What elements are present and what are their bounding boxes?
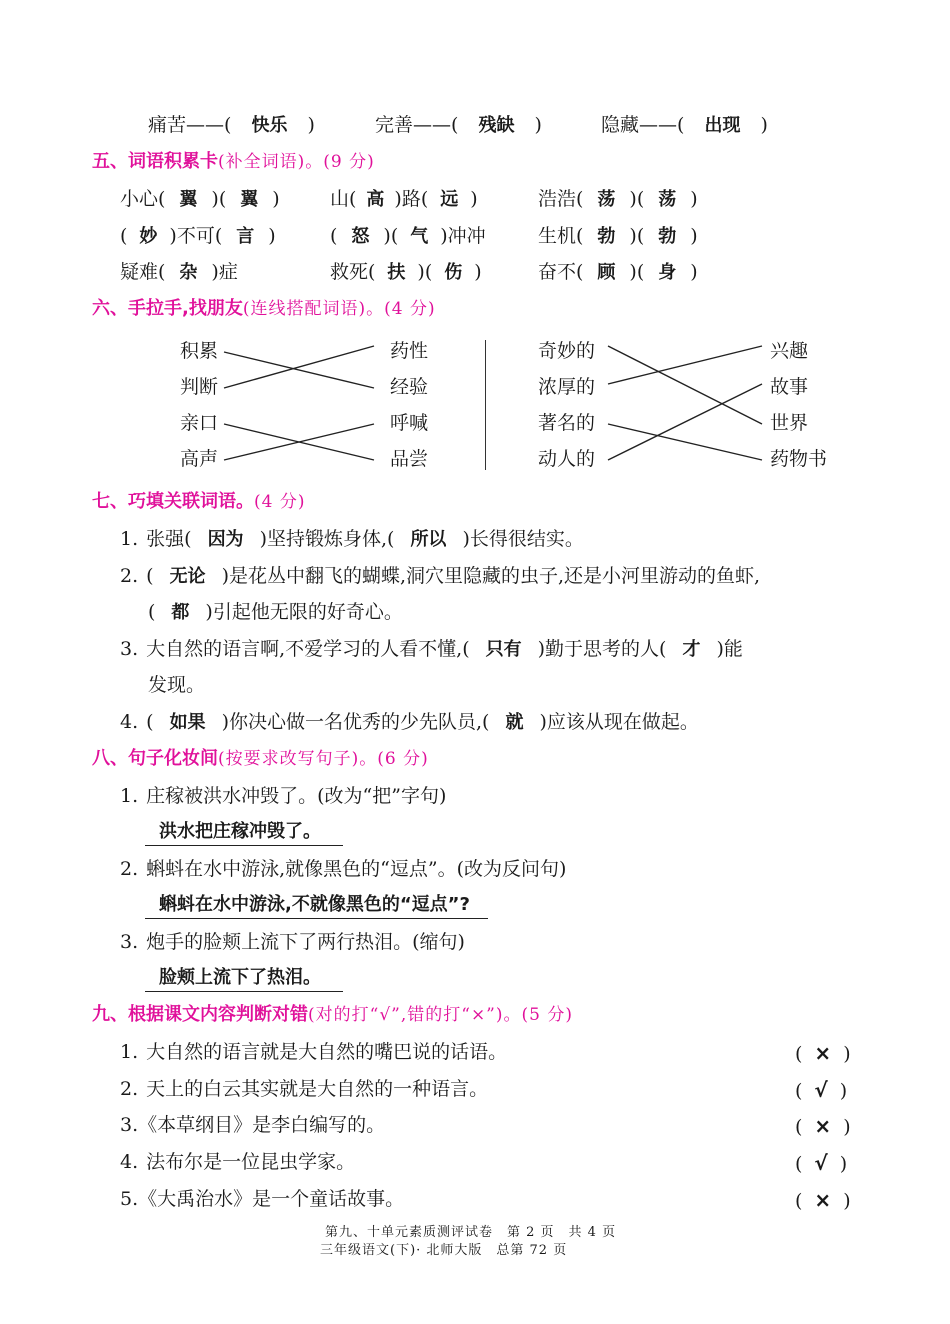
match-line — [608, 384, 762, 460]
idiom-1-2: 山( 高 )路( 远 ) — [330, 188, 478, 210]
rewrite-a1: 洪水把庄稼冲毁了。 — [145, 822, 343, 841]
antonym-answer: 残缺 — [478, 115, 515, 136]
rewrite-a2: 蝌蚪在水中游泳,不就像黑色的“逗点”? — [145, 895, 488, 914]
section-title: 六、手拉手,找朋友 — [92, 298, 243, 319]
judge-item-1: 1. 大自然的语言就是大自然的嘴巴说的话语。 — [120, 1041, 508, 1063]
rewrite-q1: 1. 庄稼被洪水冲毁了。(改为“把”字句) — [120, 785, 447, 807]
rewrite-a3: 脸颊上流下了热泪。 — [145, 968, 343, 987]
conj-q2: 2. ( 无论 )是花丛中翻飞的蝴蝶,洞穴里隐藏的虫子,还是小河里游动的鱼虾, — [120, 565, 761, 587]
match-left-b-4: 品尝 — [390, 448, 429, 470]
match-right-b-4: 药物书 — [770, 448, 828, 470]
judge-mark-2: ( √ ) — [795, 1078, 848, 1102]
match-left-b-3: 呼喊 — [390, 412, 429, 434]
judge-item-3: 3.《本草纲目》是李白编写的。 — [120, 1114, 386, 1136]
antonym-close: ) — [307, 114, 315, 136]
antonym-word: 隐藏——( — [601, 114, 685, 136]
match-left-b-1: 药性 — [390, 340, 429, 362]
match-left-a-2: 判断 — [180, 376, 219, 398]
match-right-a-1: 奇妙的 — [538, 340, 596, 362]
section-hint: (按要求改写句子)。(6 分) — [218, 749, 429, 769]
match-right-a-4: 动人的 — [538, 448, 596, 470]
antonym-word: 痛苦——( — [148, 114, 232, 136]
conj-q4: 4. ( 如果 )你决心做一名优秀的少先队员,( 就 )应该从现在做起。 — [120, 711, 699, 733]
match-right-a-2: 浓厚的 — [538, 376, 596, 398]
antonym-close: ) — [760, 114, 768, 136]
judge-mark-5: ( × ) — [795, 1188, 851, 1212]
section-hint: (对的打“√”,错的打“×”)。(5 分) — [308, 1005, 573, 1025]
section-9-heading — [92, 1006, 573, 1024]
idiom-3-1: 疑难( 杂 )症 — [120, 261, 238, 283]
idiom-1-1: 小心( 翼 )( 翼 ) — [120, 188, 280, 210]
match-right-b-3: 世界 — [770, 412, 809, 434]
match-left-a-3: 亲口 — [180, 412, 219, 434]
idiom-3-2: 救死( 扶 )( 伤 ) — [330, 261, 482, 283]
section-title: 八、句子化妆间 — [92, 748, 218, 769]
rewrite-q2: 2. 蝌蚪在水中游泳,就像黑色的“逗点”。(改为反问句) — [120, 858, 567, 880]
conj-q1: 1. 张强( 因为 )坚持锻炼身体,( 所以 )长得很结实。 — [120, 528, 584, 550]
section-7-heading — [92, 493, 305, 511]
match-left-b-2: 经验 — [390, 376, 429, 398]
match-right-a-3: 著名的 — [538, 412, 596, 434]
judge-mark-4: ( √ ) — [795, 1151, 848, 1175]
match-right-b-1: 兴趣 — [770, 340, 809, 362]
conj-q3: 3. 大自然的语言啊,不爱学习的人看不懂,( 只有 )勤于思考的人( 才 )能 — [120, 638, 743, 660]
match-line — [224, 352, 374, 388]
section-8-heading — [92, 750, 429, 768]
idiom-1-3: 浩浩( 荡 )( 荡 ) — [538, 188, 698, 210]
idiom-2-3: 生机( 勃 )( 勃 ) — [538, 225, 698, 247]
idiom-2-1: ( 妙 )不可( 言 ) — [120, 225, 276, 247]
judge-item-4: 4. 法布尔是一位昆虫学家。 — [120, 1151, 356, 1173]
match-left-a-4: 高声 — [180, 448, 219, 470]
section-hint: (补全词语)。(9 分) — [218, 152, 375, 172]
rewrite-q3: 3. 炮手的脸颊上流下了两行热泪。(缩句) — [120, 931, 465, 953]
judge-mark-3: ( × ) — [795, 1114, 851, 1138]
judge-item-5: 5.《大禹治水》是一个童话故事。 — [120, 1188, 405, 1210]
antonym-close: ) — [534, 114, 542, 136]
idiom-3-3: 奋不( 顾 )( 身 ) — [538, 261, 698, 283]
match-line — [608, 346, 762, 424]
footer-line-1: 第九、十单元素质测评试卷 第 2 页 共 4 页 — [325, 1225, 617, 1240]
conj-q2-cont: ( 都 )引起他无限的好奇心。 — [148, 601, 403, 623]
antonym-answer: 出现 — [704, 115, 741, 136]
match-right-b-2: 故事 — [770, 376, 809, 398]
idiom-2-2: ( 怒 )( 气 )冲冲 — [330, 225, 486, 247]
match-line — [608, 424, 762, 460]
judge-item-2: 2. 天上的白云其实就是大自然的一种语言。 — [120, 1078, 489, 1100]
match-line — [608, 346, 762, 384]
match-line — [224, 346, 374, 388]
match-left-a-1: 积累 — [180, 340, 219, 362]
footer-line-2: 三年级语文(下)· 北师大版 总第 72 页 — [320, 1243, 568, 1258]
conj-q3-cont: 发现。 — [148, 674, 206, 696]
section-hint: (4 分) — [254, 492, 306, 512]
section-title: 五、词语积累卡 — [92, 151, 218, 172]
section-hint: (连线搭配词语)。(4 分) — [242, 299, 436, 319]
section-title: 七、巧填关联词语。 — [92, 491, 254, 512]
judge-mark-1: ( × ) — [795, 1041, 851, 1065]
antonym-answer: 快乐 — [251, 115, 288, 136]
antonym-word: 完善——( — [375, 114, 459, 136]
section-title: 九、根据课文内容判断对错 — [92, 1004, 308, 1025]
